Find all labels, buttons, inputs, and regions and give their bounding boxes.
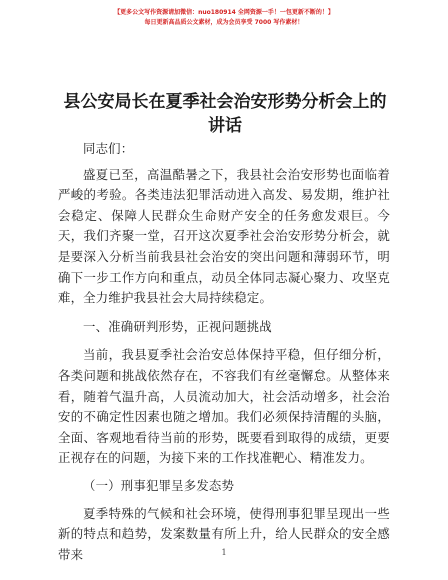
salutation: 同志们： xyxy=(83,141,134,156)
section-heading-1: 一、准确研判形势，正视问题挑战 xyxy=(83,318,272,334)
banner-line-1: 【更多公文写作资源请加微信：nuo180914 全网资源一手！一包更新不断的！】 xyxy=(114,9,334,16)
paragraph-1: 盛夏已至，高温酷暑之下，我县社会治安形势也面临着严峻的考验。各类违法犯罪活动进入高发、易发期，维护社会稳定、保障人民群众生命财产安全的任务愈发艰巨。今天，我们齐聚一堂，召开这次夏季社会治安形势分析会，就是要深入分析当前我县社会治安的突出问题和薄弱环节，明确下一步工作方向和重点，动员全体同志凝心聚力、攻坚克难，全力维护我县社会大局持续稳定。 xyxy=(58,166,390,306)
paragraph-3: 夏季特殊的气候和社会环境，使得刑事犯罪呈现出一些新的特点和趋势，发案数量有所上升，给人民群众的安全感带来 xyxy=(58,505,390,562)
document-body xyxy=(58,139,390,565)
paragraph-2: 当前，我县夏季社会治安总体保持平稳，但仔细分析，各类问题和挑战依然存在，不容我们有丝毫懈怠。从整体来看，随着气温升高，人员流动加大，社会活动增多，社会治安的不确定性因素也随之增加。我们必须保持清醒的头脑，全面、客观地看待当前的形势，既要看到取得的成绩，更要正视存在的问题，为接下来的工作找准靶心、精准发力。 xyxy=(58,347,390,466)
header-banner xyxy=(0,8,448,28)
banner-line-2: 每日更新高品质公文素材，成为会员享受 7000 写作素材！ xyxy=(144,19,304,26)
subsection-heading-1: （一）刑事犯罪呈多发态势 xyxy=(83,477,235,493)
document-title: 县公安局长在夏季社会治安形势分析会上的讲话 xyxy=(63,92,387,136)
page-number: 1 xyxy=(221,548,227,557)
